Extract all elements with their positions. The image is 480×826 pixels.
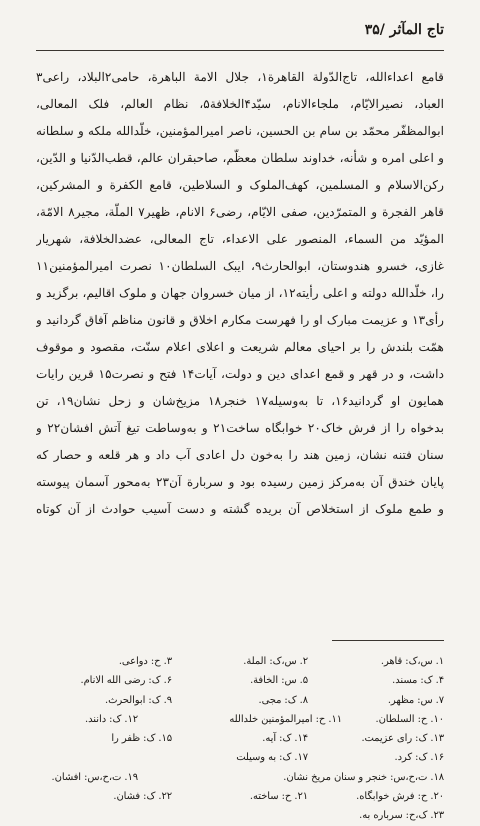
footnote-row	[36, 652, 444, 671]
text-line: غازی، خسرو هندوستان، ابوالحارث۹، ایبک السلطان۱۰ نصرت امیرالمؤمنین۱۱	[36, 259, 444, 273]
footnote-row	[36, 691, 444, 710]
footnote: ۲۱. ح: ساخته.	[249, 791, 308, 803]
text-line: و طمع ملوک از استخلاص آن بریده گشته و دست آسیب حوادث از آن کوتاه	[36, 502, 444, 516]
footnote-row	[36, 671, 444, 690]
main-text	[36, 64, 444, 626]
footnote-row	[36, 787, 444, 806]
text-line: قاهر الفجرة و المتمرّدین، صفی الایّام، رضی۶ الانام، ظهیر۷ الملّة، مجیر۸ الامّة،	[36, 205, 444, 219]
footnote	[36, 748, 172, 767]
footnote: ۱. س،ک: قاهر.	[380, 656, 444, 667]
text-line: سنان فتنه نشان، زمین هند را به‌خون دل اعادی آب داد و هر قلعه و حصار که	[36, 448, 444, 462]
text-line: همّت بلندش را بر احیای معالم شریعت و اعلای اعلام سنّت، مقصود و موقوف	[36, 340, 444, 354]
text-line: همایون او گردانید۱۶، تا به‌وسیله۱۷ خنجر۱۸ مزیخ‌شان و زحل نشان۱۹، تن	[36, 394, 444, 408]
text-line: العباد، نصیرالایّام، ملجاءالانام، سیّد۴الخلافة۵، نظام العالم، فلک المعالی،	[36, 97, 444, 111]
footnote: ۲۲. ک: فشان.	[113, 791, 172, 803]
footnote	[138, 768, 240, 787]
footnote: ۴. ک: مسند.	[392, 675, 444, 687]
footnote	[172, 806, 308, 825]
footnotes	[36, 652, 444, 826]
footnote: ۱۸. ت،ح،س: خنجر و سنان مریخ نشان.	[283, 771, 444, 783]
footnote: ۳. ح: دواعی.	[118, 656, 172, 667]
text-line: بدخواه را از فرش خاک۲۰ خوابگاه ساخت۲۱ و به‌وساطت تیغ آتش افشان۲۲ و	[36, 421, 444, 435]
footnote: ۱۴. ک: آیه.	[262, 733, 308, 745]
footnote: ۱۰. ح: السلطان.	[375, 713, 444, 725]
footnote-row	[36, 748, 444, 767]
text-line: رکن‌الاسلام و المسلمین، کهف‌الملوک و السلاطین، قامع الکفرة و المشرکین،	[36, 178, 444, 192]
footnote-divider	[332, 640, 444, 641]
page-header: تاج المآثر /۳۵	[364, 22, 444, 38]
footnote: ۱۶. ک: کرد.	[394, 752, 444, 764]
footnote-row	[36, 768, 444, 787]
text-line: رأی۱۳ و عزیمت مبارک او را فهرست مکارم اخلاق و قانون مناظم آفاق گردانید و	[36, 313, 444, 327]
footnote: ۷. س: مظهر.	[387, 694, 444, 706]
text-line: المؤیّد من السماء، المنصور علی الاعداء، تاج المعالی، عضدالخلافة، شهریار	[36, 232, 444, 246]
text-line: را، خلّدالله دولته و اعلی رأیته۱۲، از میان خسروان جهان و ملوک اقالیم، برگزید و	[36, 286, 444, 300]
footnote: ۱۵. ک: ظفر را	[111, 733, 172, 745]
footnote-row	[36, 806, 444, 825]
text-line: ابوالمظفّر محمّد بن سام بن الحسین، ناصر امیرالمؤمنین، خلّدالله ملکه و سلطانه	[36, 124, 444, 138]
footnote: ۱۹. ت،ح،س: افشان.	[51, 771, 138, 783]
footnote: ۲۰. ح: فرش خوابگاه.	[356, 791, 444, 803]
footnote: ۱۱. ح: امیرالمؤمنین خلدالله	[229, 713, 342, 725]
text-line: قامع اعداءالله، تاج‌الدّولة القاهرة۱، جلال الامة الباهرة، حامی۲البلاد، راعی۳	[36, 70, 444, 84]
header-divider	[36, 50, 444, 51]
footnote: ۸. ک: مجی.	[258, 694, 308, 706]
footnote-row	[36, 729, 444, 748]
text-line: داشت، و در قهر و قمع اعدای دین و دولت، آیات۱۴ فتح و نصرت۱۵ قرین رایات	[36, 367, 444, 381]
footnote: ۲. س،ک: الملة.	[243, 656, 308, 667]
text-line: و اعلی امره و شأنه، خداوند سلطان معظّم، صاحبقران عالم، قطب‌الدّنیا و الدّین،	[36, 151, 444, 165]
text-line: پایان خندق آن به‌مرکز زمین رسیده بود و سربارة آن۲۳ به‌محور آسمان پیوسته	[36, 475, 444, 489]
footnote: ۹. ک: ابوالحرث.	[105, 694, 172, 706]
footnote: ۵. س: الخافة.	[250, 675, 308, 687]
footnote: ۱۲. ک: دانند.	[85, 713, 138, 725]
footnote: ۱۳. ک: رای عزیمت.	[361, 733, 444, 745]
footnote-row	[36, 710, 444, 729]
footnote: ۶. ک: رضی الله الانام.	[80, 675, 172, 687]
footnote: ۱۷. ک: به وسیلت	[236, 752, 308, 764]
footnote	[36, 806, 172, 825]
footnote: ۲۳. ک،ح: سرباره به.	[359, 810, 444, 822]
